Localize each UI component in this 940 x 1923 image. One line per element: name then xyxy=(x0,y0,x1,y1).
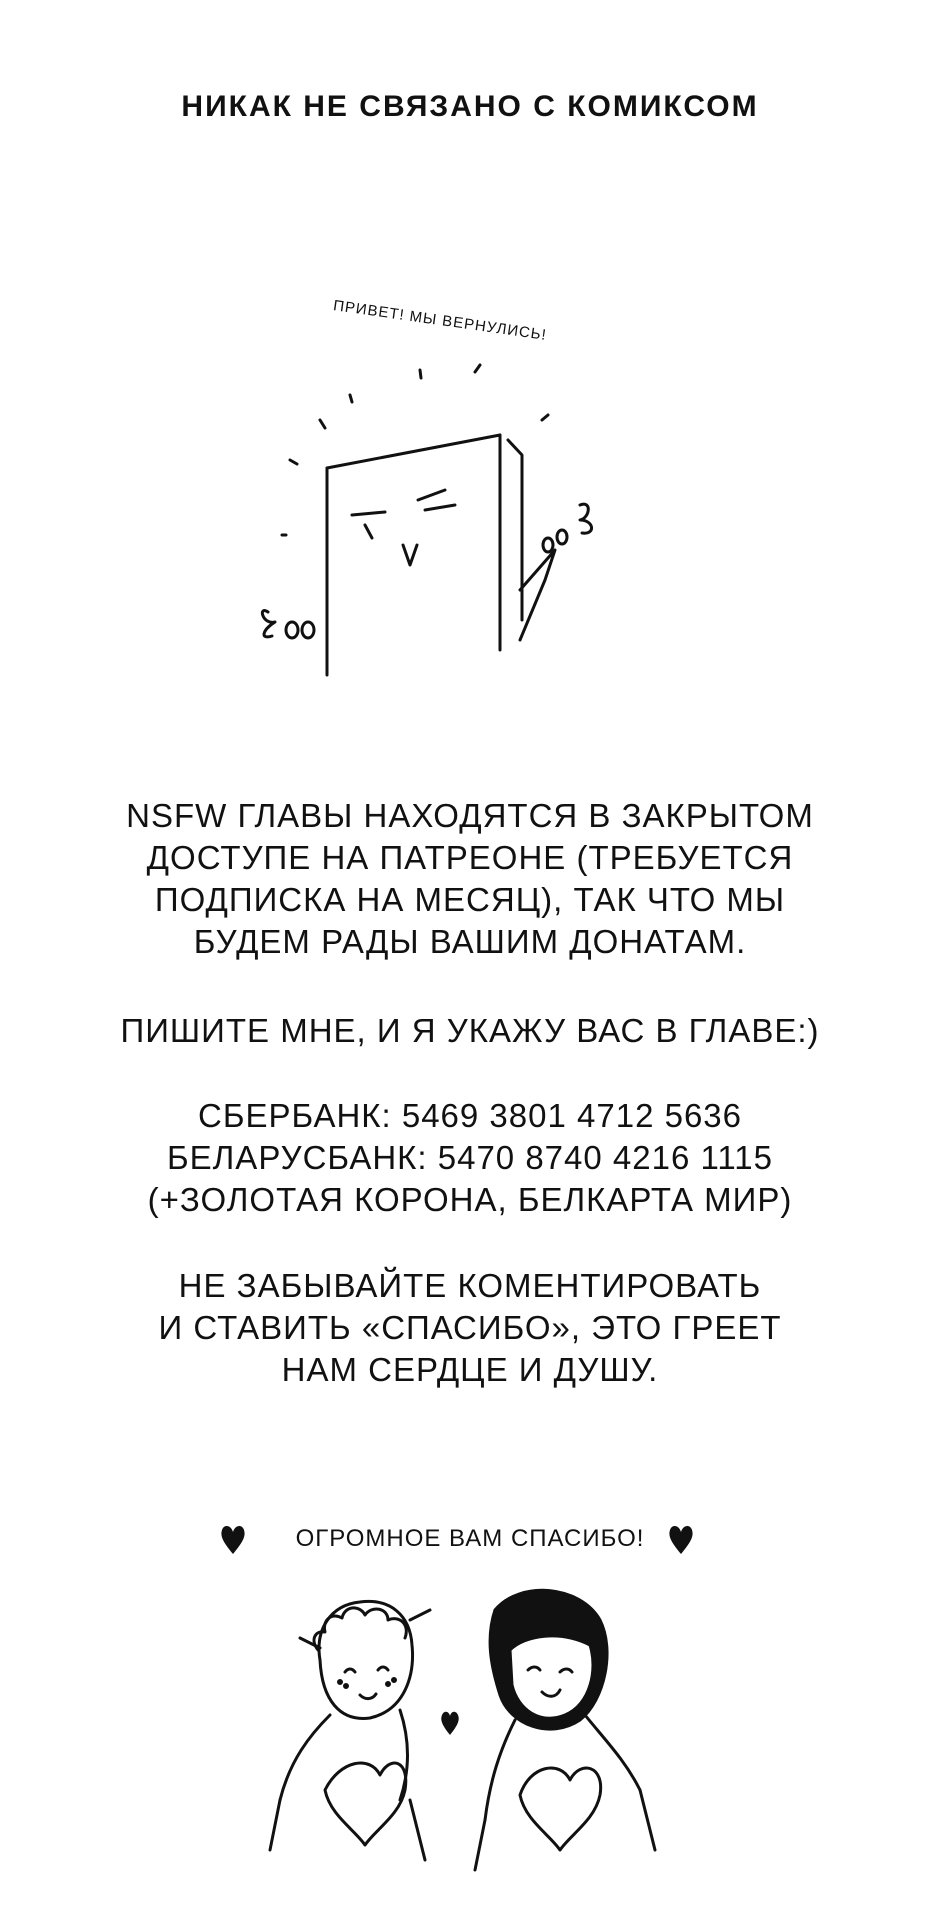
speech-text: ПРИВЕТ! МЫ ВЕРНУЛИСЬ! xyxy=(332,297,548,344)
info-line: БУДЕМ РАДЫ ВАШИМ ДОНАТАМ. xyxy=(193,923,747,960)
info-contact: ПИШИТЕ МНЕ, И Я УКАЖУ ВАС В ГЛАВЕ:) xyxy=(120,1012,820,1049)
info-line: NSFW ГЛАВЫ НАХОДЯТСЯ В ЗАКРЫТОМ xyxy=(126,797,814,834)
info-comments xyxy=(0,1265,940,1391)
info-line: ПОДПИСКА НА МЕСЯЦ), ТАК ЧТО МЫ xyxy=(154,881,786,918)
characters-illustration xyxy=(260,1560,680,1900)
bank-line: (+ЗОЛОТАЯ КОРОНА, БЕЛКАРТА МИР) xyxy=(147,1181,793,1218)
door-character-illustration xyxy=(0,0,940,700)
bank-line: СБЕРБАНК: 5469 3801 4712 5636 xyxy=(198,1097,742,1134)
heart-icon xyxy=(666,1522,696,1556)
thanks-text: ОГРОМНОЕ ВАМ СПАСИБО! xyxy=(295,1525,645,1552)
info-line: НАМ СЕРДЦЕ И ДУШУ. xyxy=(281,1351,659,1388)
bank-line: БЕЛАРУСБАНК: 5470 8740 4216 1115 xyxy=(166,1139,773,1176)
info-line: ДОСТУПЕ НА ПАТРЕОНЕ (ТРЕБУЕТСЯ xyxy=(146,839,794,876)
info-patreon xyxy=(0,795,940,963)
page-heading: НИКАК НЕ СВЯЗАНО С КОМИКСОМ xyxy=(181,90,759,123)
info-line: И СТАВИТЬ «СПАСИБО», ЭТО ГРЕЕТ xyxy=(158,1309,782,1346)
info-line: НЕ ЗАБЫВАЙТЕ КОМЕНТИРОВАТЬ xyxy=(178,1267,762,1304)
info-bank xyxy=(0,1095,940,1221)
